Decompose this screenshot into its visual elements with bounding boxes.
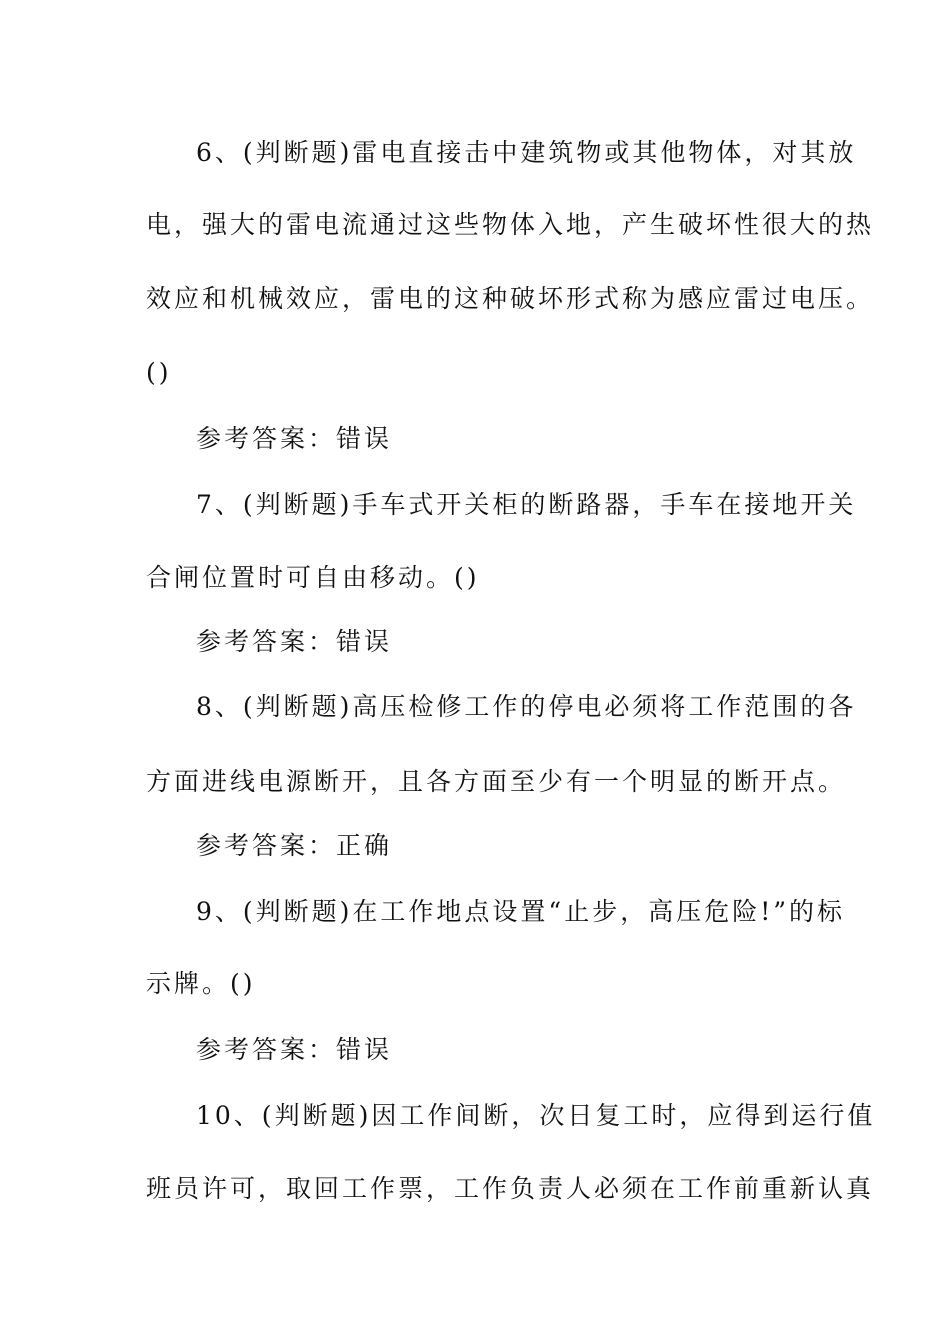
question-6-line-3: 效应和机械效应，雷电的这种破坏形式称为感应雷过电压。 bbox=[146, 284, 875, 313]
question-10-line-2: 班员许可，取回工作票，工作负责人必须在工作前重新认真 bbox=[146, 1174, 875, 1203]
question-7-line-1: 7、(判断题)手车式开关柜的断路器，手车在接地开关 bbox=[196, 490, 857, 519]
question-6-answer: 参考答案：错误 bbox=[196, 424, 393, 453]
question-8-answer: 参考答案：正确 bbox=[196, 831, 393, 860]
question-10-line-1: 10、(判断题)因工作间断，次日复工时，应得到运行值 bbox=[196, 1101, 876, 1130]
question-8-line-1: 8、(判断题)高压检修工作的停电必须将工作范围的各 bbox=[196, 692, 857, 721]
question-8-line-2: 方面进线电源断开，且各方面至少有一个明显的断开点。 bbox=[146, 767, 847, 796]
question-9-line-1: 9、(判断题)在工作地点设置“止步，高压危险!”的标 bbox=[196, 897, 846, 926]
question-9-answer: 参考答案：错误 bbox=[196, 1035, 393, 1064]
question-9-line-2: 示牌。() bbox=[146, 969, 256, 998]
question-6-line-1: 6、(判断题)雷电直接击中建筑物或其他物体，对其放 bbox=[196, 138, 857, 167]
question-6-line-2: 电，强大的雷电流通过这些物体入地，产生破坏性很大的热 bbox=[146, 210, 875, 239]
question-6-line-4: () bbox=[146, 358, 172, 387]
question-7-line-2: 合闸位置时可自由移动。() bbox=[146, 563, 480, 592]
question-7-answer: 参考答案：错误 bbox=[196, 627, 393, 656]
